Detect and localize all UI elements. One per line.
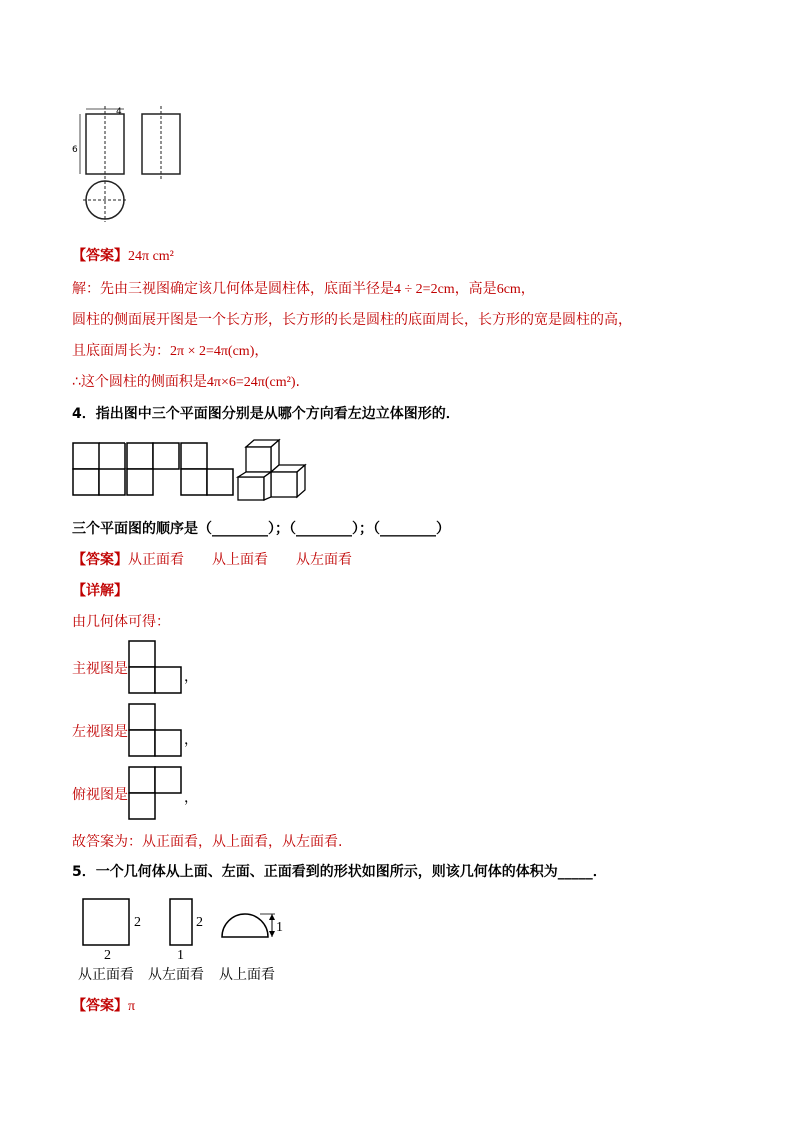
front-view-label: 主视图是 — [72, 661, 128, 677]
dim-width-label: 4 — [116, 107, 122, 117]
detail-tag: 【详解】 — [72, 583, 128, 599]
q4-conclusion: 故答案为：从正面看，从上面看，从左面看. — [72, 834, 343, 850]
solution-text: 且底面周长为： — [72, 343, 170, 359]
fig1-right-dim: 2 — [134, 915, 141, 930]
q3-answer-line — [72, 247, 174, 266]
fig2-caption: 从左面看 — [148, 967, 204, 983]
left-view-figure — [128, 703, 188, 759]
q4-views-figure — [72, 440, 312, 500]
q3-solution-line-3 — [72, 342, 268, 361]
fig3-caption: 从上面看 — [219, 967, 275, 983]
q4-answer-line — [72, 551, 352, 569]
solution-expr: 4 ÷ 2=2cm — [394, 282, 455, 297]
q4-order-line: 三个平面图的顺序是（________）；（________）；（________） — [72, 521, 450, 537]
solution-text: ∴这个圆柱的侧面积是 — [72, 374, 207, 390]
fig2-bottom-dim: 1 — [177, 948, 184, 963]
solution-text: ， — [254, 343, 269, 359]
solution-text: ， — [520, 281, 535, 297]
comma: ， — [184, 732, 198, 748]
q5-top-view-figure — [220, 912, 282, 944]
answer-value: π — [128, 999, 136, 1014]
q5-question: 5．一个几何体从上面、左面、正面看到的形状如图所示，则该几何体的体积为_____． — [72, 864, 607, 880]
q3-solution-line-1 — [72, 280, 535, 299]
solution-expr: 4π×6=24π(cm²) — [206, 375, 296, 390]
left-view-label: 左视图是 — [72, 724, 128, 740]
q3-solution-line-4 — [72, 373, 300, 392]
solution-text: 解：先由三视图确定该几何体是圆柱体，底面半径是 — [72, 281, 394, 297]
top-view-figure — [128, 766, 188, 822]
comma: ， — [184, 669, 198, 685]
answer-tag: 【答案】 — [72, 552, 128, 568]
solution-text: ，高是 — [454, 281, 497, 297]
q5-left-view-figure — [169, 898, 195, 948]
solution-expr: 2π × 2=4π(cm) — [170, 344, 255, 359]
q3-solution-line-2: 圆柱的侧面展开图是一个长方形，长方形的长是圆柱的底面周长，长方形的宽是圆柱的高， — [72, 312, 632, 328]
answer-item: 从左面看 — [296, 552, 352, 568]
q4-intro: 由几何体可得： — [72, 614, 170, 630]
answer-tag: 【答案】 — [72, 998, 128, 1014]
q4-question: 4．指出图中三个平面图分别是从哪个方向看左边立体图形的． — [72, 406, 460, 422]
answer-item: 从正面看 — [128, 552, 184, 568]
fig3-right-dim: 1 — [276, 920, 283, 935]
q5-front-view-figure — [82, 898, 132, 948]
solution-text: . — [295, 374, 300, 390]
solution-expr: 6cm — [496, 282, 521, 297]
dim-height-label: 6 — [72, 145, 78, 155]
front-view-figure — [128, 640, 188, 696]
fig2-right-dim: 2 — [196, 915, 203, 930]
cylinder-three-views-figure — [72, 102, 212, 227]
answer-value: 24π cm² — [128, 249, 174, 264]
answer-tag: 【答案】 — [72, 248, 128, 264]
fig1-bottom-dim: 2 — [104, 948, 111, 963]
top-view-label: 俯视图是 — [72, 787, 128, 803]
q5-answer-line — [72, 997, 135, 1016]
answer-item: 从上面看 — [212, 552, 268, 568]
fig1-caption: 从正面看 — [78, 967, 134, 983]
comma: ， — [184, 790, 198, 806]
